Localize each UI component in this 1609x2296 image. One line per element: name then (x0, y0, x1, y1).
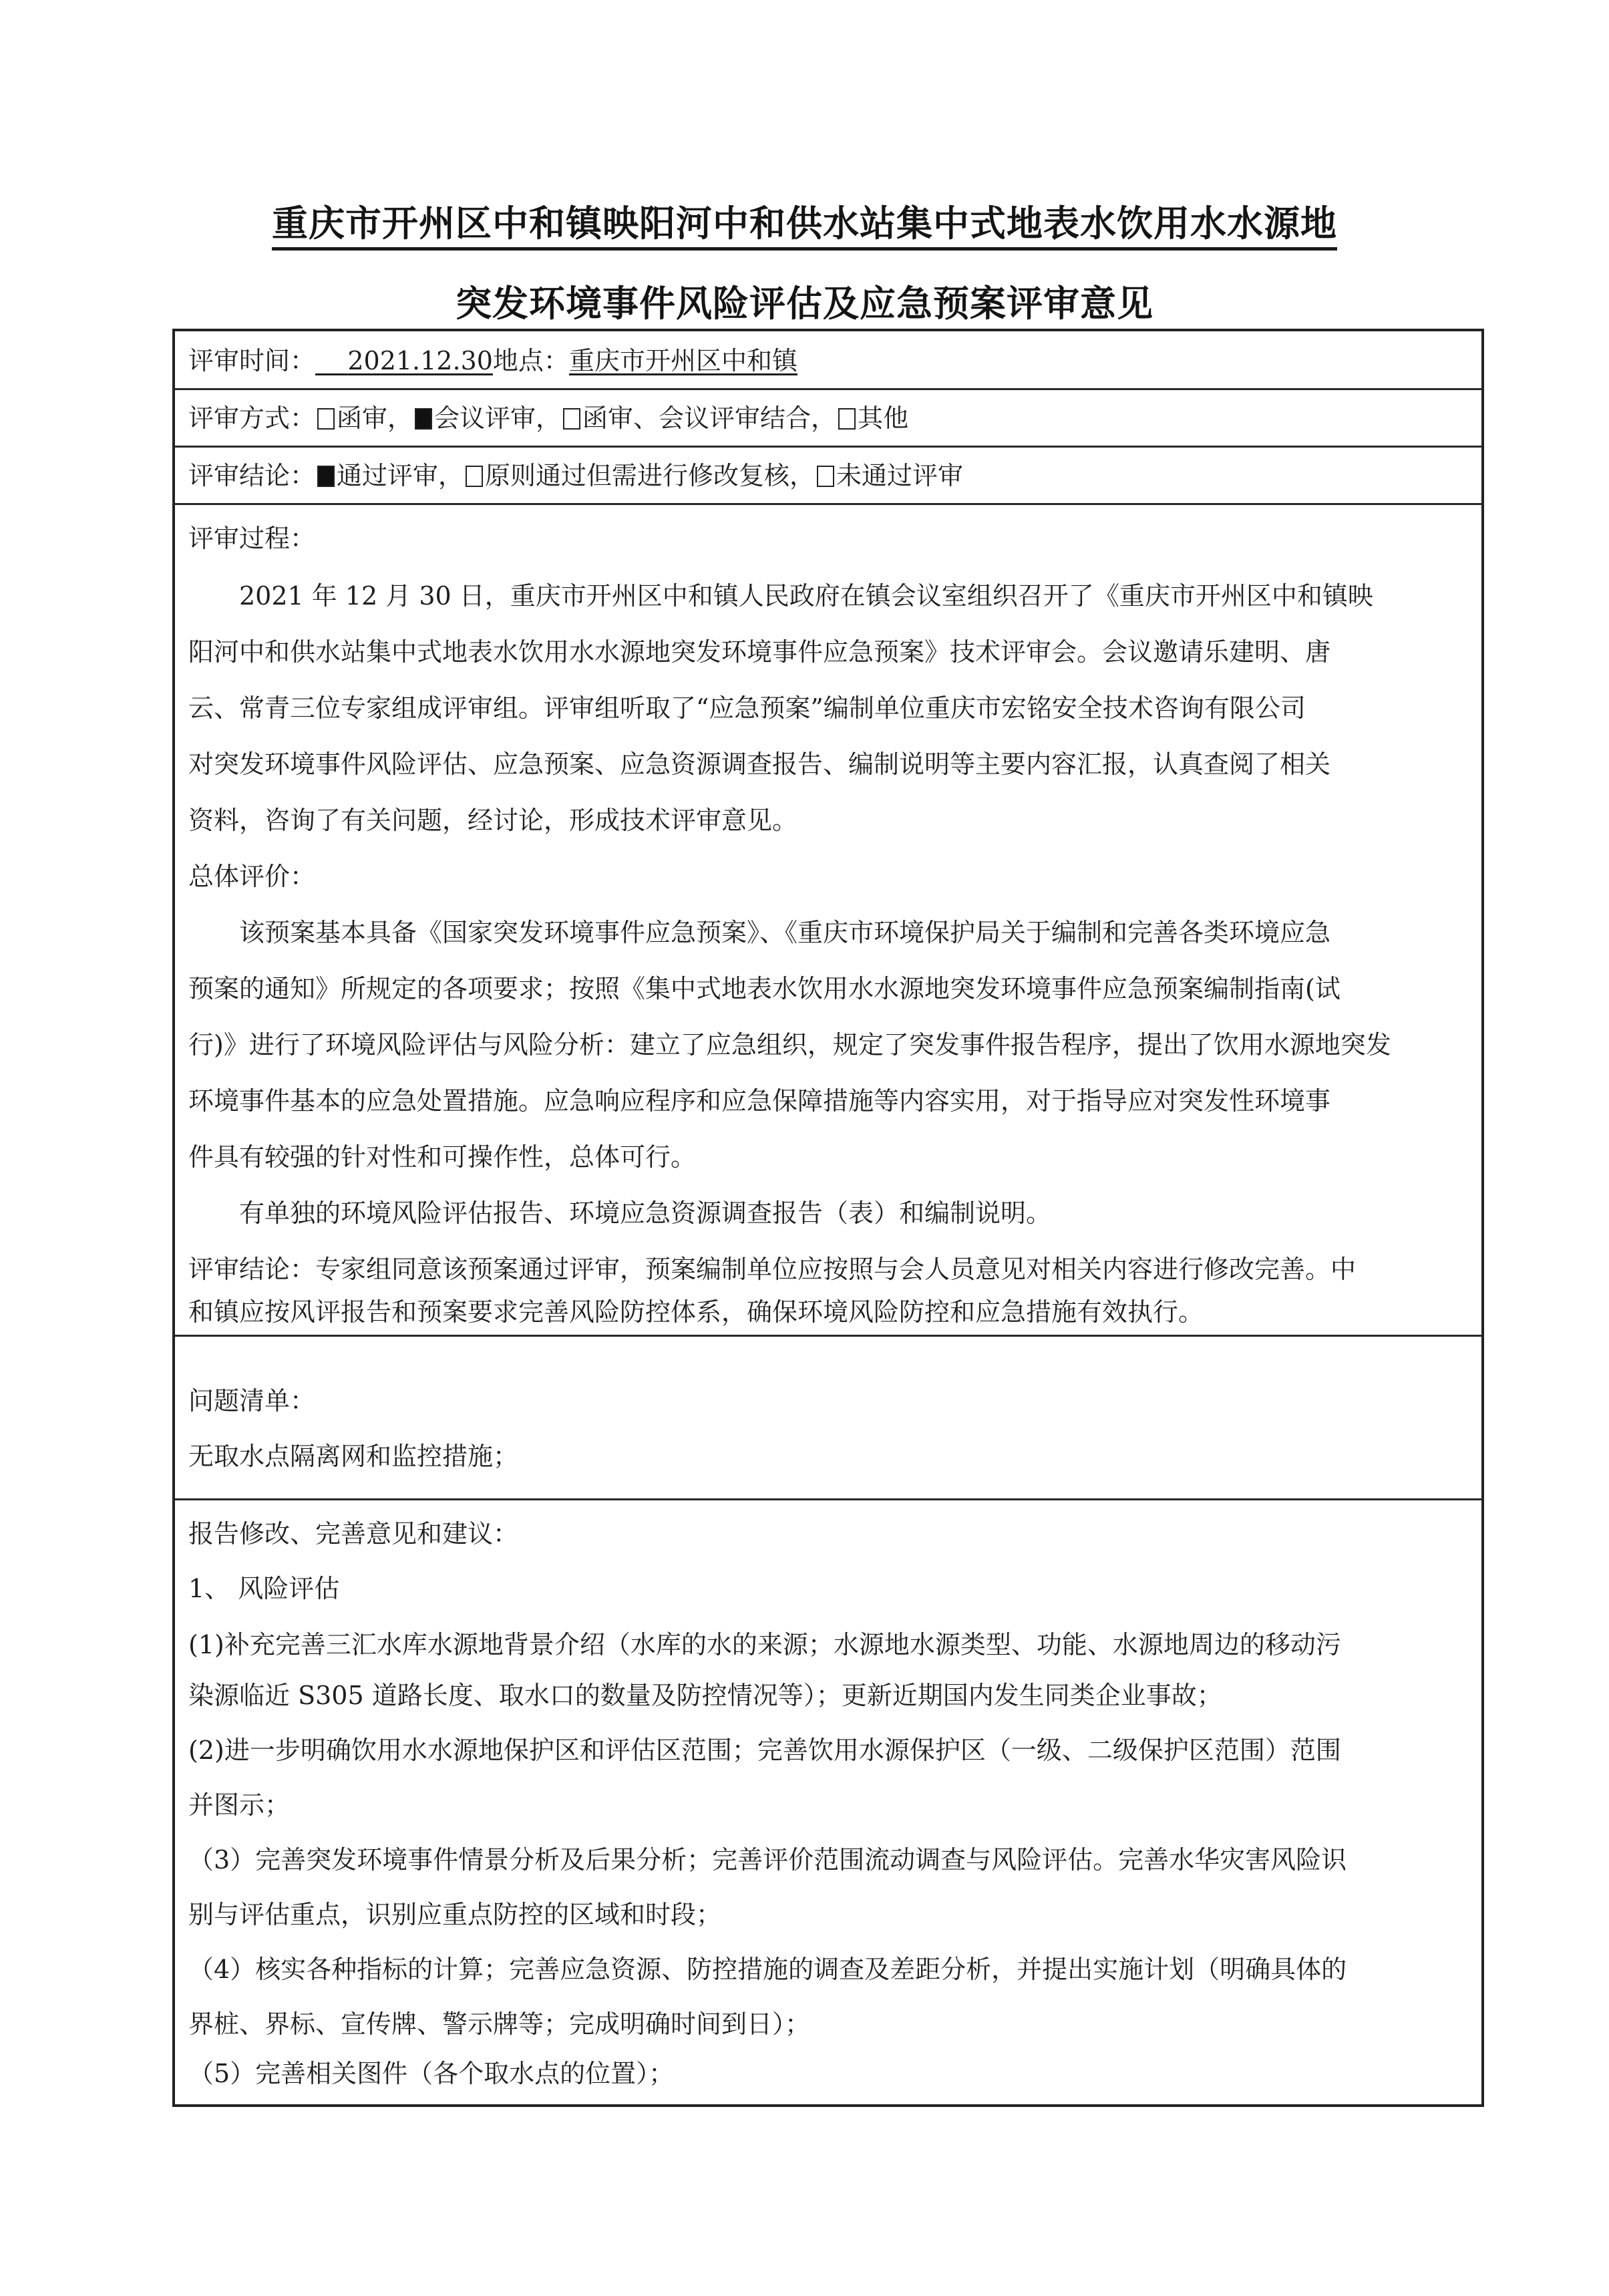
suggestion-line-5: 别与评估重点，识别应重点防控的区域和时段； (188, 1900, 722, 1929)
process-line-1: 阳河中和供水站集中式地表水饮用水水源地突发环境事件应急预案》技术评审会。会议邀请乐建明、唐 (188, 637, 1331, 667)
conclusion-line-1: 和镇应按风评报告和预案要求完善风险防控体系，确保环境风险防控和应急措施有效执行。 (188, 1297, 1204, 1327)
overall-extra: 有单独的环境风险评估报告、环境应急资源调查报告（表）和编制说明。 (239, 1198, 1052, 1228)
review-conclusion-line (188, 460, 1468, 492)
method-checkbox-1[interactable] (415, 408, 432, 430)
conclusion-checkbox-1[interactable] (466, 466, 483, 487)
overall-line-4: 件具有较强的针对性和可操作性，总体可行。 (188, 1142, 697, 1172)
conclusion-line-0: 评审结论：专家组同意该预案通过评审，预案编制单位应按照与会人员意见对相关内容进行修改完善。中 (188, 1255, 1357, 1284)
conclusion-option-2: 未通过评审 (836, 461, 964, 490)
suggestion-line-0: (1)补充完善三汇水库水源地背景介绍（水库的水的来源；水源地水源类型、功能、水源地周边的移动污 (188, 1630, 1341, 1659)
overall-line-0: 该预案基本具备《国家突发环境事件应急预案》、《重庆市环境保护局关于编制和完善各类环境应急 (239, 918, 1331, 947)
suggestion-line-2: (2)进一步明确饮用水水源地保护区和评估区范围；完善饮用水源保护区（一级、二级保护区范围）范围 (188, 1736, 1341, 1765)
suggestion-line-8: （5）完善相关图件（各个取水点的位置）； (188, 2059, 675, 2088)
suggestion-line-3: 并图示； (188, 1790, 291, 1820)
overall-line-1: 预案的通知》所规定的各项要求；按照《集中式地表水饮用水水源地突发环境事件应急预案编制指南(试 (188, 974, 1340, 1003)
suggestion-line-4: （3）完善突发环境事件情景分析及后果分析；完善评价范围流动调查与风险评估。完善水华灾害风险识 (188, 1845, 1347, 1874)
review-conclusion-row (175, 448, 1481, 505)
method-checkbox-3[interactable] (838, 408, 856, 430)
method-checkbox-0[interactable] (317, 408, 335, 430)
issue-item-0: 无取水点隔离网和监控措施； (188, 1442, 519, 1471)
document-title-line-2: 突发环境事件风险评估及应急预案评审意见 (456, 283, 1153, 325)
process-line-4: 资料，咨询了有关问题，经讨论，形成技术评审意见。 (188, 806, 798, 835)
method-option-3: 其他 (858, 403, 909, 433)
suggestion-line-6: （4）核实各种指标的计算；完善应急资源、防控措施的调查及差距分析，并提出实施计划（明确具体的 (188, 1955, 1347, 1984)
method-option-0: 函审， (337, 403, 413, 433)
suggestions-section: 1、 风险评估 (188, 1574, 340, 1603)
method-checkbox-2[interactable] (563, 408, 580, 430)
location-label: 地点： (492, 346, 569, 375)
conclusion-option-0: 通过评审， (337, 461, 464, 490)
suggestion-line-1: 染源临近 S305 道路长度、取水口的数量及防控情况等）；更新近期国内发生同类企业事故； (188, 1681, 1222, 1710)
issues-heading: 问题清单： (188, 1386, 316, 1416)
review-time-label: 评审时间： (188, 346, 316, 375)
review-method-row (175, 390, 1481, 448)
review-date: 2021.12.30 (347, 346, 493, 375)
review-body-row (175, 505, 1481, 1337)
conclusion-option-1: 原则通过但需进行修改复核， (485, 461, 816, 490)
process-line-3: 对突发环境事件风险评估、应急预案、应急资源调查报告、编制说明等主要内容汇报，认真查阅了相关 (188, 750, 1331, 779)
process-heading: 评审过程： (188, 524, 316, 553)
review-method-label: 评审方式： (188, 403, 316, 433)
conclusion-checkbox-0[interactable] (317, 466, 335, 487)
location-value: 重庆市开州区中和镇 (568, 346, 797, 375)
method-option-1: 会议评审， (434, 403, 562, 433)
title-line-1-text: 重庆市开州区中和镇映阳河中和供水站集中式地表水饮用水水源地 (272, 202, 1337, 251)
overall-line-2: 行)》进行了环境风险评估与风险分析：建立了应急组织，规定了突发事件报告程序，提出了饮用水源地突发 (188, 1030, 1391, 1059)
issues-row (175, 1337, 1481, 1500)
review-conclusion-label: 评审结论： (188, 461, 316, 490)
conclusion-checkbox-2[interactable] (817, 466, 834, 487)
suggestions-row (175, 1500, 1481, 2105)
review-method-line (188, 402, 1468, 434)
review-opinion-table (172, 329, 1484, 2107)
process-line-2: 云、常青三位专家组成评审组。评审组听取了“应急预案”编制单位重庆市宏铭安全技术咨询有限公司 (188, 693, 1306, 723)
suggestions-heading: 报告修改、完善意见和建议： (188, 1519, 519, 1548)
process-line-0: 2021 年 12 月 30 日，重庆市开州区中和镇人民政府在镇会议室组织召开了《重庆市开州区中和镇映 (239, 581, 1373, 611)
review-time-row (175, 331, 1481, 390)
overall-line-3: 环境事件基本的应急处置措施。应急响应程序和应急保障措施等内容实用，对于指导应对突发性环境事 (188, 1086, 1331, 1116)
method-option-2: 函审、会议评审结合， (582, 403, 837, 433)
overall-heading: 总体评价： (188, 862, 316, 891)
review-time-value (315, 346, 493, 375)
review-time-line (188, 345, 1468, 377)
document-title-line-1 (0, 195, 1609, 247)
suggestion-line-7: 界桩、界标、宣传牌、警示牌等；完成明确时间到日）； (188, 2009, 811, 2039)
